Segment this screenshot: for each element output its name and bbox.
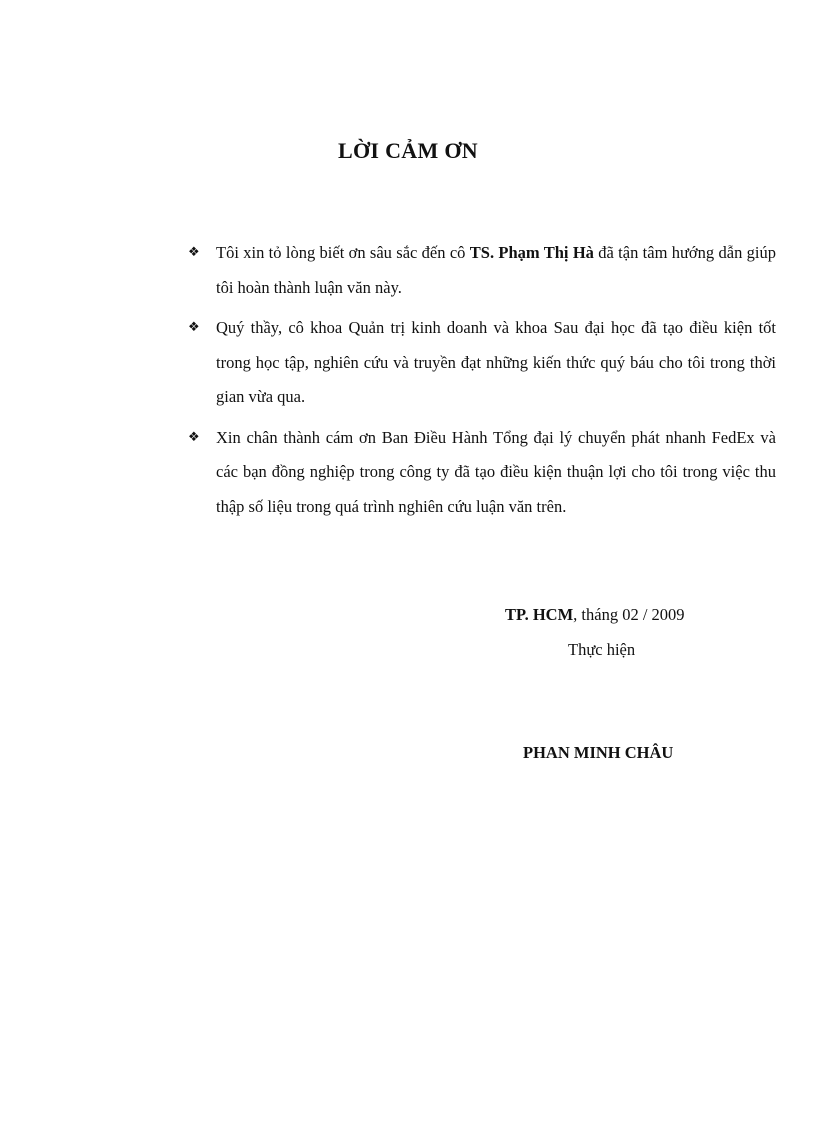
- signature-role: Thực hiện: [568, 640, 636, 659]
- diamond-bullet-icon: ❖: [188, 245, 200, 260]
- item-text-after: đã tận tâm hướng dẫn giúp tôi hoàn thành luận văn này.: [216, 243, 777, 297]
- place-date-line: [505, 605, 685, 625]
- diamond-bullet-icon: ❖: [188, 320, 200, 335]
- signer-name: PHAN MINH CHÂU: [523, 743, 674, 762]
- item-text-before: Tôi xin tỏ lòng biết ơn sâu sắc đến cô: [216, 243, 470, 262]
- date: , tháng 02 / 2009: [573, 605, 685, 624]
- diamond-bullet-icon: ❖: [188, 429, 200, 445]
- item-text: Xin chân thành cám ơn Ban Điều Hành Tổng đại lý chuyển phát nhanh FedEx và các bạn đồng nghiệp trong công ty đã tạo điều kiện thuận lợi cho tôi trong việc thu thập số liệu trong quá trình nghiên cứu luận văn trên.: [216, 427, 776, 516]
- acknowledgement-list: [188, 236, 776, 530]
- place: TP. HCM: [505, 605, 574, 624]
- list-item: [188, 236, 776, 305]
- list-item: [188, 311, 776, 415]
- advisor-name: TS. Phạm Thị Hà: [469, 243, 594, 262]
- list-item: [188, 421, 776, 525]
- page-title: LỜI CẢM ƠN: [338, 138, 478, 163]
- item-text: Quý thầy, cô khoa Quản trị kinh doanh và khoa Sau đại học đã tạo điều kiện tốt trong học tập, nghiên cứu và truyền đạt những kiến thức quý báu cho tôi trong thời gian vừa qua.: [216, 318, 776, 406]
